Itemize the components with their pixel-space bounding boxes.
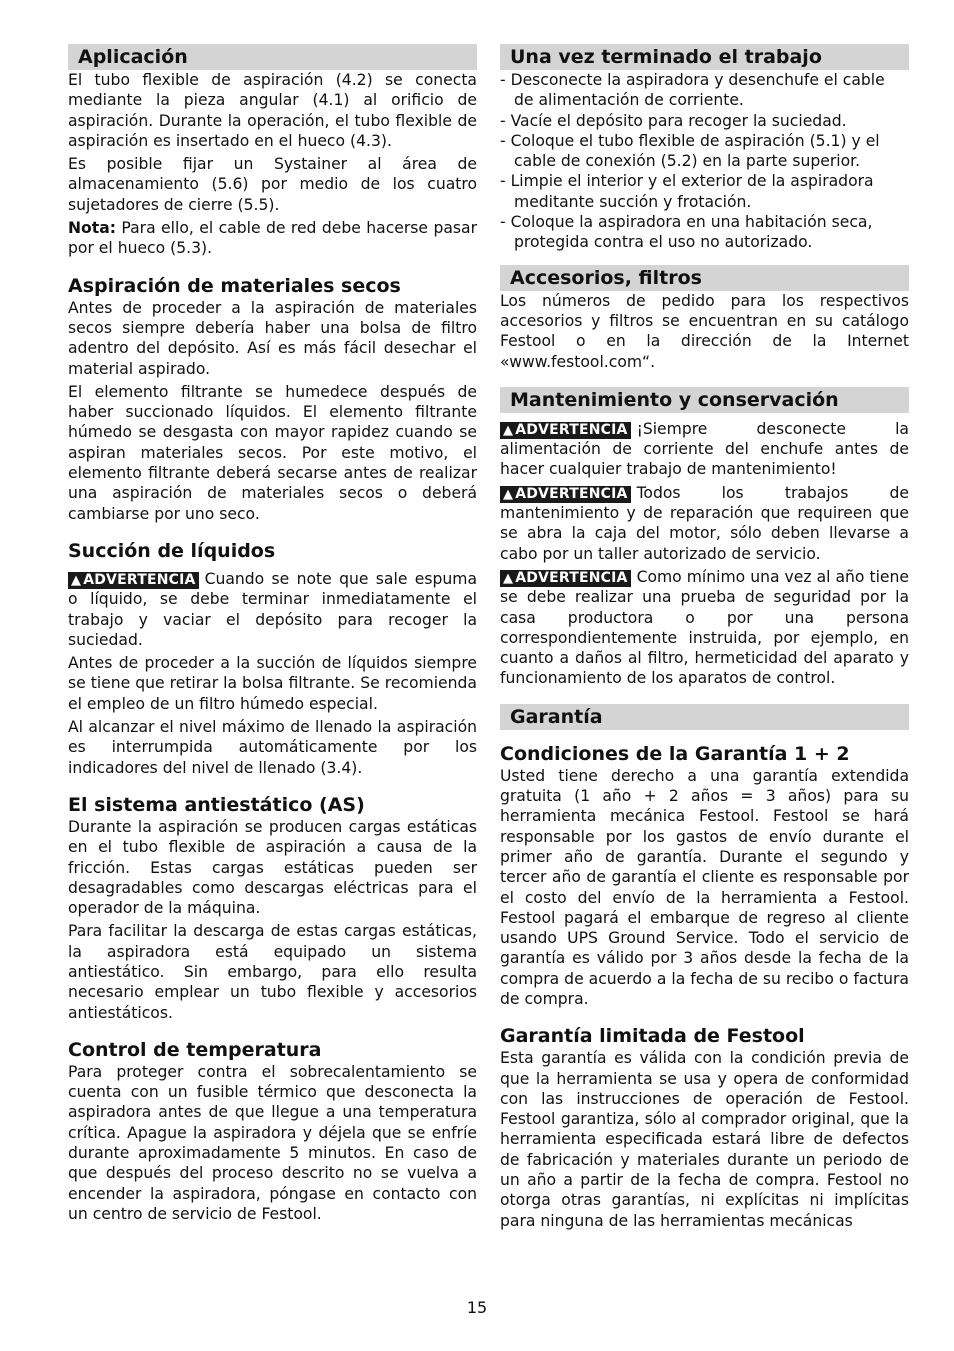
warning-triangle-icon: ▲ (71, 572, 82, 588)
paragraph: Los números de pedido para los respectivos accesorios y filtros se encuentran en su catálogo Festool o en la dirección de la Internet «www.festool.com“. (500, 291, 909, 371)
section-heading-aplicacion: Aplicación (68, 44, 477, 70)
paragraph: Antes de proceder a la aspiración de materiales secos siempre debería haber una bolsa de filtro adentro del depósito. Así es más fácil desechar el material aspirado. (68, 298, 477, 378)
heading-garantia-limitada: Garantía limitada de Festool (500, 1025, 805, 1048)
warning-badge (68, 572, 199, 589)
warning-paragraph (500, 483, 909, 564)
warning-text: Como mínimo una vez al año tiene se debe realizar una prueba de seguridad por la casa productora o por una persona correspondientemente instruida, por ejemplo, en cuanto a daños al filtro, hermeticidad del aparato y funcionamiento de los aparatos de control. (500, 567, 909, 688)
page-number: 15 (466, 1298, 488, 1317)
paragraph: El elemento filtrante se humedece después de haber succionado líquidos. El elemento filtrante húmedo se desgasta con mayor rapidez cuando se aspiran materiales secos. Por este motivo, el elemento filtrante deberá secarse antes de realizar una aspiración de materiales secos o deberá cambiarse por uno seco. (68, 382, 477, 523)
warning-paragraph (68, 569, 477, 650)
warning-paragraph (500, 419, 909, 480)
note-paragraph (68, 218, 477, 259)
warning-triangle-icon: ▲ (503, 570, 514, 586)
warning-label: ADVERTENCIA (515, 485, 628, 502)
paragraph: Esta garantía es válida con la condición previa de que la herramienta se usa y opera de conformidad con las instrucciones de operación de Festool. Festool garantiza, sólo al comprador original, que la herramienta especificada estará libre de defectos de fabricación y materiales durante un periodo de un año a partir de la fecha de compra. Festool no otorga otras garantías, ni explícitas ni implícitas para ninguna de las herramientas mecánicas (500, 1049, 909, 1230)
right-column (500, 44, 909, 1234)
paragraph: Para facilitar la descarga de estas cargas estáticas, la aspiradora está equipado un sistema antiestático. Sin embargo, para ello resulta necesario emplear un tubo flexible y accesorios antiestáticos. (68, 922, 477, 1022)
paragraph: Antes de proceder a la succión de líquidos siempre se tiene que retirar la bolsa filtrante. Se recomienda el empleo de un filtro húmedo especial. (68, 654, 477, 713)
list-item: - Coloque el tubo flexible de aspiración (5.1) y el cable de conexión (5.2) en la parte superior. (500, 131, 880, 171)
list-item: - Vacíe el depósito para recoger la suciedad. (500, 111, 847, 130)
note-label: Nota: (68, 219, 116, 238)
warning-paragraph (500, 567, 909, 689)
heading-antiestatico: El sistema antiestático (AS) (68, 793, 365, 816)
warning-label: ADVERTENCIA (515, 421, 628, 438)
section-heading-accesorios: Accesorios, filtros (500, 265, 909, 291)
left-column (68, 44, 477, 1227)
paragraph: Para proteger contra el sobrecalentamiento se cuenta con un fusible térmico que desconecta la aspiradora antes de que llegue a una temperatura crítica. Apague la aspiradora y déjela que se enfríe durante aproximadamente 5 minutos. En caso de que después del proceso descrito no se vuelva a encender la aspiradora, póngase en contacto con un centro de servicio de Festool. (68, 1062, 477, 1223)
heading-control-temperatura: Control de temperatura (68, 1038, 322, 1061)
heading-aspiracion-secos: Aspiración de materiales secos (68, 274, 401, 297)
warning-triangle-icon: ▲ (503, 422, 514, 438)
heading-condiciones-garantia: Condiciones de la Garantía 1 + 2 (500, 742, 850, 765)
note-text: Para ello, el cable de red debe hacerse pasar por el hueco (5.3). (68, 219, 477, 258)
warning-text: Cuando se note que sale espuma o líquido, se debe terminar inmediatamente el trabajo y vaciar el depósito para recoger la suciedad. (68, 569, 477, 649)
warning-text: Todos los trabajos de mantenimiento y de reparación que requireen que se abra la caja del motor, sólo deben llevarse a cabo por un taller autorizado de servicio. (500, 483, 909, 563)
warning-badge (500, 486, 631, 503)
paragraph: Usted tiene derecho a una garantía extendida gratuita (1 año + 2 años = 3 años) para su herramienta mecánica Festool. Festool se hará responsable por los gastos de envío durante el primer año de garantía. Durante el segundo y tercer año de garantía el cliente es responsable por el costo del envío de la herramienta a Festool. Festool pagará el embarque de regreso al cliente usando UPS Ground Service. Todo el servicio de garantía es válido por 3 años desde la fecha de la compra de acuerdo a la fecha de su recibo o factura de compra. (500, 766, 909, 1008)
paragraph: Al alcanzar el nivel máximo de llenado la aspiración es interrumpida automáticamente por los indicadores del nivel de llenado (3.4). (68, 718, 477, 777)
paragraph: Durante la aspiración se producen cargas estáticas en el tubo flexible de aspiración a causa de la fricción. Estas cargas estáticas pueden ser desagradables como descargas eléctricas para el operador de la máquina. (68, 817, 477, 918)
dash-list (500, 70, 909, 253)
list-item: - Coloque la aspiradora en una habitación seca, protegida contra el uso no autorizado. (500, 213, 873, 252)
list-item: - Desconecte la aspiradora y desenchufe el cable de alimentación de corriente. (500, 71, 885, 110)
warning-triangle-icon: ▲ (503, 486, 514, 502)
section-heading-terminado: Una vez terminado el trabajo (500, 44, 909, 70)
warning-badge (500, 422, 631, 439)
warning-badge (500, 570, 631, 587)
heading-succion-liquidos: Succión de líquidos (68, 539, 276, 562)
paragraph: Es posible fijar un Systainer al área de almacenamiento (5.6) por medio de los cuatro sujetadores de cierre (5.5). (68, 155, 477, 214)
section-heading-garantia: Garantía (500, 704, 909, 730)
warning-label: ADVERTENCIA (83, 571, 196, 588)
section-heading-mantenimiento: Mantenimiento y conservación (500, 387, 909, 413)
warning-text: ¡Siempre desconecte la alimentación de corriente del enchufe antes de hacer cualquier trabajo de mantenimiento! (500, 419, 909, 479)
list-item: - Limpie el interior y el exterior de la aspiradora meditante succión y frotación. (500, 172, 874, 211)
warning-label: ADVERTENCIA (515, 569, 628, 586)
paragraph: El tubo flexible de aspiración (4.2) se conecta mediante la pieza angular (4.1) al orificio de aspiración. Durante la operación, el tubo flexible de aspiración es insertado en el hueco (4.3). (68, 71, 477, 150)
